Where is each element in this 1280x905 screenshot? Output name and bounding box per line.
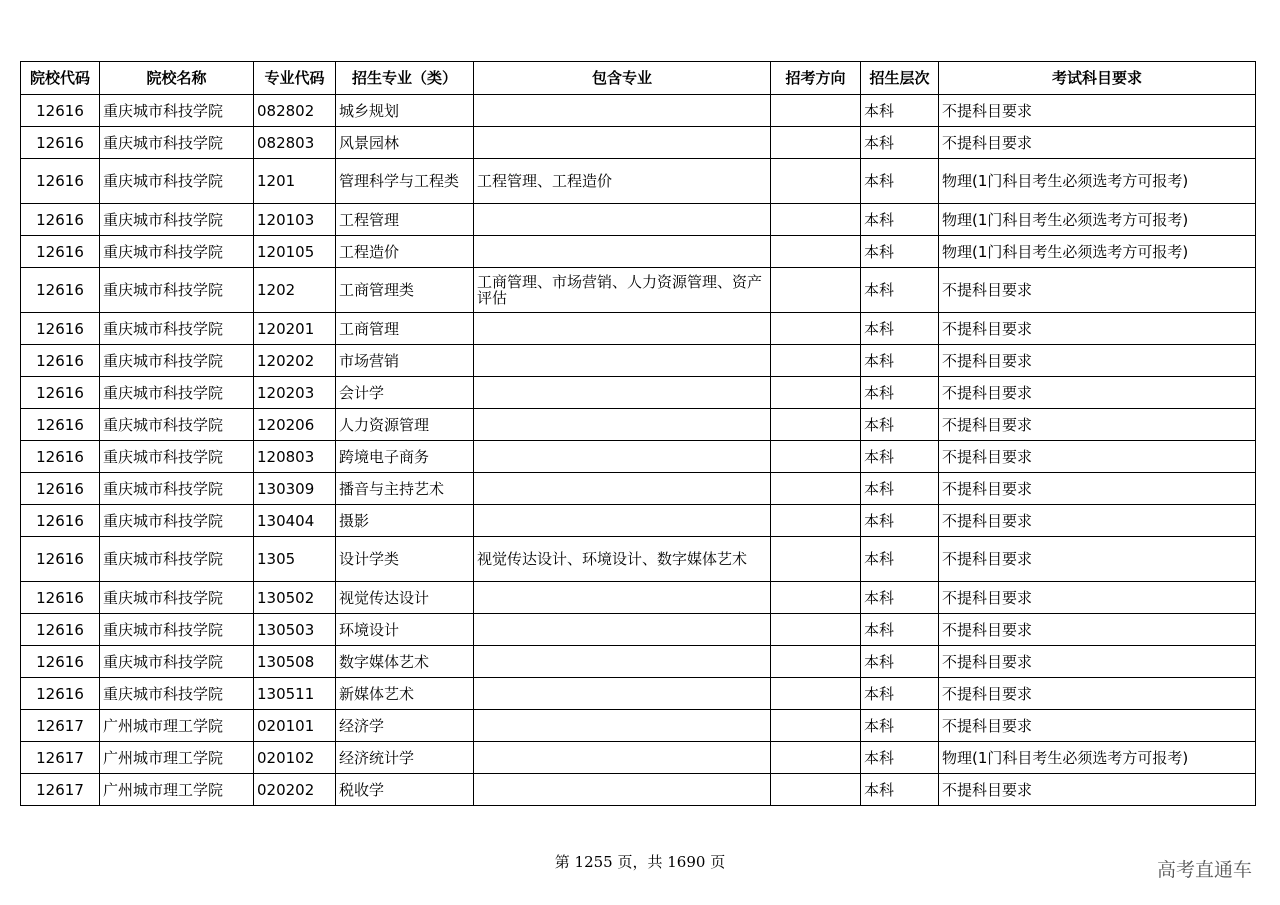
cell-school-name: 重庆城市科技学院 [100,95,254,127]
cell-includes: 工商管理、市场营销、人力资源管理、资产评估 [474,268,771,313]
cell-school-name: 重庆城市科技学院 [100,505,254,537]
cell-major-code: 120105 [254,236,336,268]
cell-includes [474,473,771,505]
cell-direction [771,505,861,537]
cell-includes [474,582,771,614]
cell-school-code: 12616 [21,505,100,537]
cell-direction [771,678,861,710]
cell-school-name: 重庆城市科技学院 [100,159,254,204]
cell-school-code: 12616 [21,127,100,159]
cell-school-code: 12616 [21,345,100,377]
cell-direction [771,774,861,806]
cell-major-code: 130503 [254,614,336,646]
cell-major: 经济统计学 [336,742,474,774]
cell-major-code: 082803 [254,127,336,159]
cell-requirement: 不提科目要求 [939,409,1256,441]
table-row [21,774,1256,806]
cell-level: 本科 [861,537,939,582]
cell-major: 会计学 [336,377,474,409]
cell-major-code: 120202 [254,345,336,377]
cell-school-name: 重庆城市科技学院 [100,473,254,505]
cell-level: 本科 [861,646,939,678]
cell-school-code: 12616 [21,614,100,646]
cell-includes [474,236,771,268]
cell-school-name: 重庆城市科技学院 [100,204,254,236]
cell-major: 工程造价 [336,236,474,268]
cell-level: 本科 [861,473,939,505]
table-row [21,742,1256,774]
table-row [21,204,1256,236]
table-row [21,441,1256,473]
cell-requirement: 不提科目要求 [939,505,1256,537]
cell-major-code: 1202 [254,268,336,313]
cell-requirement: 物理(1门科目考生必须选考方可报考) [939,236,1256,268]
cell-major: 视觉传达设计 [336,582,474,614]
cell-level: 本科 [861,582,939,614]
cell-major-code: 120103 [254,204,336,236]
cell-school-name: 重庆城市科技学院 [100,313,254,345]
cell-requirement: 不提科目要求 [939,377,1256,409]
cell-requirement: 物理(1门科目考生必须选考方可报考) [939,742,1256,774]
header-major-code: 专业代码 [254,62,336,95]
cell-includes [474,441,771,473]
table-row [21,614,1256,646]
cell-direction [771,377,861,409]
cell-school-name: 重庆城市科技学院 [100,537,254,582]
cell-includes [474,313,771,345]
cell-school-code: 12616 [21,409,100,441]
cell-level: 本科 [861,268,939,313]
table-row [21,159,1256,204]
admission-table [20,61,1256,806]
cell-school-code: 12617 [21,710,100,742]
cell-school-name: 广州城市理工学院 [100,742,254,774]
header-school-code: 院校代码 [21,62,100,95]
cell-major-code: 130511 [254,678,336,710]
cell-includes [474,614,771,646]
cell-level: 本科 [861,409,939,441]
cell-school-code: 12616 [21,646,100,678]
cell-direction [771,204,861,236]
cell-major-code: 020202 [254,774,336,806]
cell-major: 播音与主持艺术 [336,473,474,505]
cell-requirement: 不提科目要求 [939,95,1256,127]
header-requirement: 考试科目要求 [939,62,1256,95]
table-row [21,377,1256,409]
table-row [21,582,1256,614]
cell-requirement: 不提科目要求 [939,774,1256,806]
cell-school-code: 12616 [21,377,100,409]
cell-includes: 工程管理、工程造价 [474,159,771,204]
cell-level: 本科 [861,345,939,377]
cell-level: 本科 [861,204,939,236]
cell-includes [474,742,771,774]
cell-major: 工商管理 [336,313,474,345]
cell-level: 本科 [861,774,939,806]
cell-school-name: 重庆城市科技学院 [100,377,254,409]
table-row [21,646,1256,678]
cell-includes [474,710,771,742]
cell-major: 设计学类 [336,537,474,582]
cell-direction [771,313,861,345]
cell-school-code: 12616 [21,441,100,473]
cell-level: 本科 [861,441,939,473]
cell-school-name: 重庆城市科技学院 [100,582,254,614]
cell-school-code: 12617 [21,742,100,774]
cell-school-code: 12616 [21,313,100,345]
cell-includes [474,409,771,441]
cell-school-name: 重庆城市科技学院 [100,409,254,441]
cell-includes [474,95,771,127]
table-row [21,313,1256,345]
cell-school-name: 重庆城市科技学院 [100,678,254,710]
cell-level: 本科 [861,614,939,646]
cell-school-code: 12616 [21,236,100,268]
cell-includes: 视觉传达设计、环境设计、数字媒体艺术 [474,537,771,582]
cell-major: 经济学 [336,710,474,742]
cell-direction [771,441,861,473]
cell-school-name: 重庆城市科技学院 [100,236,254,268]
cell-direction [771,614,861,646]
cell-level: 本科 [861,236,939,268]
table-row [21,236,1256,268]
cell-level: 本科 [861,710,939,742]
table-row [21,268,1256,313]
cell-school-code: 12616 [21,582,100,614]
cell-direction [771,345,861,377]
table-row [21,678,1256,710]
cell-major-code: 020102 [254,742,336,774]
cell-direction [771,646,861,678]
cell-level: 本科 [861,377,939,409]
cell-school-name: 重庆城市科技学院 [100,127,254,159]
cell-major-code: 120201 [254,313,336,345]
cell-school-name: 重庆城市科技学院 [100,646,254,678]
cell-includes [474,646,771,678]
cell-major-code: 130309 [254,473,336,505]
table-row [21,345,1256,377]
cell-direction [771,742,861,774]
cell-major: 数字媒体艺术 [336,646,474,678]
cell-requirement: 不提科目要求 [939,127,1256,159]
cell-direction [771,268,861,313]
cell-major: 新媒体艺术 [336,678,474,710]
cell-direction [771,159,861,204]
cell-level: 本科 [861,159,939,204]
cell-major: 城乡规划 [336,95,474,127]
cell-level: 本科 [861,95,939,127]
cell-school-code: 12616 [21,268,100,313]
cell-major: 税收学 [336,774,474,806]
cell-direction [771,409,861,441]
cell-major-code: 082802 [254,95,336,127]
cell-school-code: 12616 [21,204,100,236]
cell-major: 风景园林 [336,127,474,159]
cell-requirement: 不提科目要求 [939,313,1256,345]
table-row [21,95,1256,127]
table-row [21,537,1256,582]
cell-direction [771,710,861,742]
cell-school-name: 广州城市理工学院 [100,774,254,806]
cell-major-code: 130404 [254,505,336,537]
cell-major: 环境设计 [336,614,474,646]
cell-major-code: 1305 [254,537,336,582]
header-level: 招生层次 [861,62,939,95]
cell-level: 本科 [861,678,939,710]
header-row [21,62,1256,95]
table-body [21,95,1256,806]
cell-school-code: 12616 [21,159,100,204]
cell-requirement: 不提科目要求 [939,614,1256,646]
cell-major: 跨境电子商务 [336,441,474,473]
cell-school-code: 12616 [21,537,100,582]
cell-requirement: 不提科目要求 [939,710,1256,742]
cell-school-name: 广州城市理工学院 [100,710,254,742]
cell-direction [771,537,861,582]
cell-direction [771,236,861,268]
header-school-name: 院校名称 [100,62,254,95]
cell-major-code: 120803 [254,441,336,473]
header-direction: 招考方向 [771,62,861,95]
cell-requirement: 不提科目要求 [939,646,1256,678]
cell-school-code: 12617 [21,774,100,806]
cell-major: 工商管理类 [336,268,474,313]
cell-school-name: 重庆城市科技学院 [100,614,254,646]
cell-major-code: 130508 [254,646,336,678]
cell-direction [771,582,861,614]
cell-requirement: 不提科目要求 [939,582,1256,614]
cell-requirement: 不提科目要求 [939,537,1256,582]
cell-school-code: 12616 [21,473,100,505]
table-row [21,473,1256,505]
cell-direction [771,473,861,505]
cell-major-code: 120203 [254,377,336,409]
cell-includes [474,774,771,806]
header-includes: 包含专业 [474,62,771,95]
cell-includes [474,377,771,409]
cell-includes [474,345,771,377]
cell-requirement: 不提科目要求 [939,268,1256,313]
cell-major: 管理科学与工程类 [336,159,474,204]
cell-major: 人力资源管理 [336,409,474,441]
cell-requirement: 不提科目要求 [939,678,1256,710]
cell-level: 本科 [861,313,939,345]
cell-includes [474,204,771,236]
cell-school-name: 重庆城市科技学院 [100,268,254,313]
cell-includes [474,505,771,537]
cell-requirement: 不提科目要求 [939,345,1256,377]
cell-level: 本科 [861,127,939,159]
cell-school-code: 12616 [21,95,100,127]
cell-major-code: 120206 [254,409,336,441]
cell-major-code: 020101 [254,710,336,742]
header-major: 招生专业（类） [336,62,474,95]
table-row [21,710,1256,742]
cell-school-code: 12616 [21,678,100,710]
table-row [21,409,1256,441]
cell-major: 摄影 [336,505,474,537]
cell-school-name: 重庆城市科技学院 [100,345,254,377]
cell-level: 本科 [861,742,939,774]
cell-requirement: 不提科目要求 [939,473,1256,505]
cell-direction [771,127,861,159]
cell-requirement: 物理(1门科目考生必须选考方可报考) [939,204,1256,236]
cell-major: 市场营销 [336,345,474,377]
cell-level: 本科 [861,505,939,537]
cell-school-name: 重庆城市科技学院 [100,441,254,473]
page-footer: 第 1255 页，共 1690 页 [554,853,726,871]
cell-includes [474,678,771,710]
watermark: 高考直通车 [1156,859,1252,881]
cell-requirement: 物理(1门科目考生必须选考方可报考) [939,159,1256,204]
table-row [21,505,1256,537]
cell-major: 工程管理 [336,204,474,236]
cell-major-code: 130502 [254,582,336,614]
cell-major-code: 1201 [254,159,336,204]
cell-requirement: 不提科目要求 [939,441,1256,473]
cell-direction [771,95,861,127]
table-row [21,127,1256,159]
cell-includes [474,127,771,159]
